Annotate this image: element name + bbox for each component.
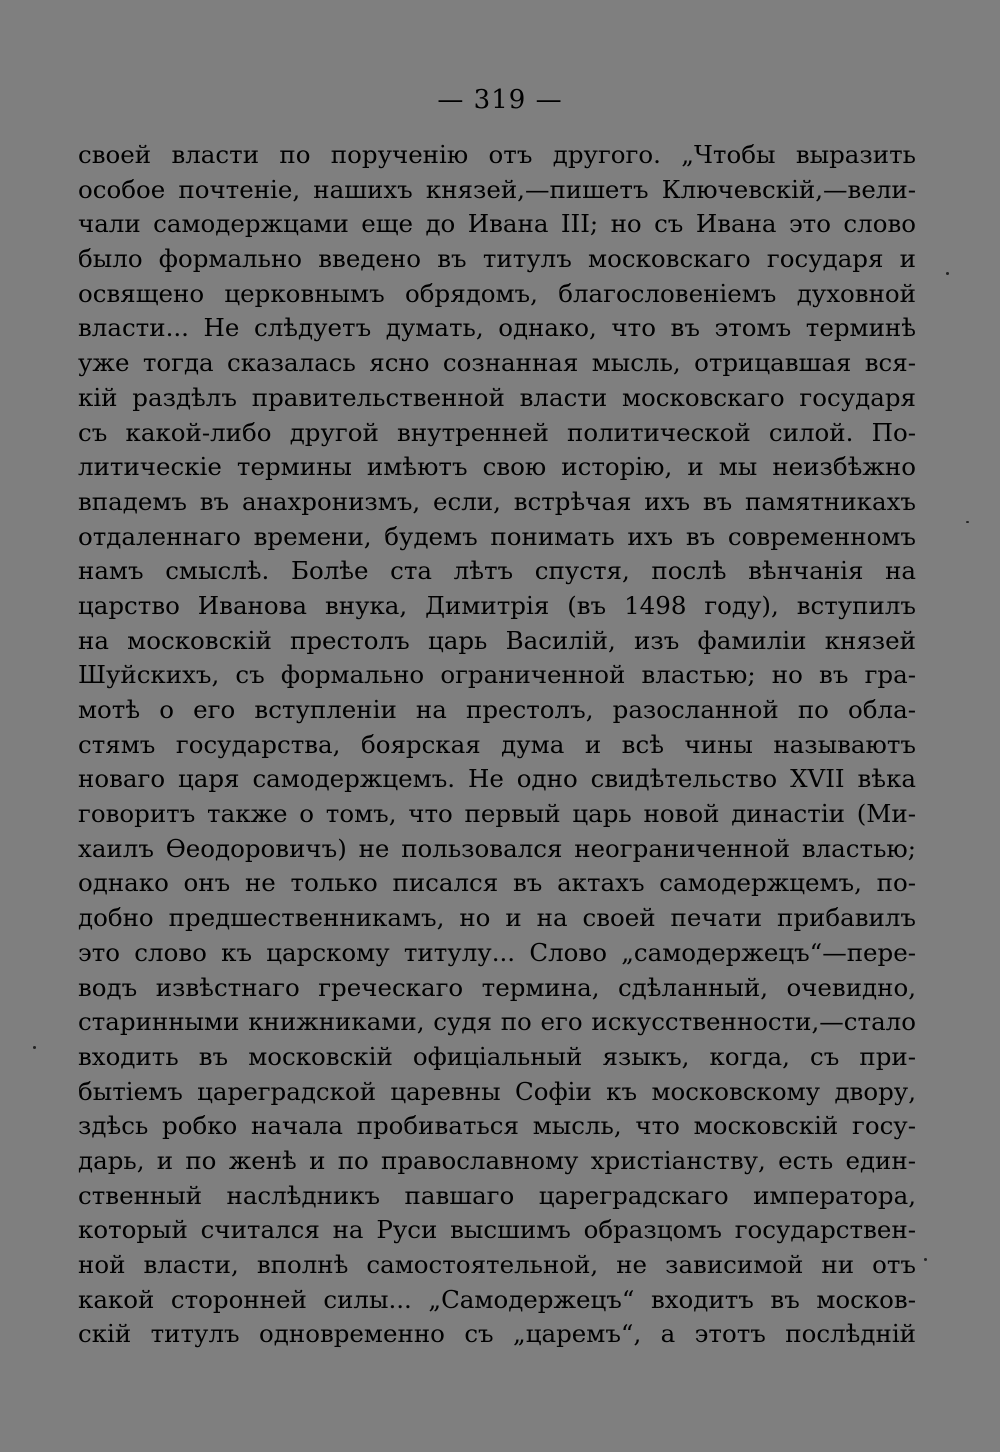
- text-line: какой сторонней силы... „Самодержецъ“ входитъ въ москов-: [78, 1284, 916, 1314]
- text-line: впадемъ въ анахронизмъ, если, встрѣчая ихъ въ памятникахъ: [78, 486, 916, 516]
- page-number: — 319 —: [437, 85, 563, 115]
- text-line: чали самодержцами еще до Ивана III; но съ Ивана это слово: [78, 209, 916, 239]
- scan-speck: [966, 521, 969, 523]
- scan-speck: [924, 1258, 927, 1261]
- text-line: стямъ государства, боярская дума и всѣ чины называютъ: [78, 729, 916, 759]
- text-line: своей власти по порученію отъ другого. „Чтобы выразить: [78, 140, 916, 169]
- text-line: намъ смыслѣ. Болѣе ста лѣтъ спустя, послѣ вѣнчанія на: [78, 556, 916, 586]
- text-line: бытіемъ цареградской царевны Софіи къ московскому двору,: [78, 1076, 916, 1106]
- text-line: добно предшественникамъ, но и на своей печати прибавилъ: [78, 903, 916, 933]
- text-line: входить въ московскій офиціальный языкъ, когда, съ при-: [78, 1041, 916, 1071]
- text-line: говоритъ также о томъ, что первый царь новой династіи (Ми-: [78, 799, 916, 829]
- text-line: было формально введено въ титулъ московскаго государя и: [78, 244, 916, 274]
- text-line: старинными книжниками, судя по его искусственности,—стало: [78, 1007, 916, 1037]
- scan-speck: [946, 272, 949, 275]
- text-line: особое почтеніе, нашихъ князей,—пишетъ Ключевскій,—вели-: [78, 174, 916, 204]
- text-line: новаго царя самодержцемъ. Не одно свидѣтельство XVII вѣка: [78, 764, 916, 794]
- text-line: уже тогда сказалась ясно сознанная мысль, отрицавшая вся-: [78, 348, 916, 378]
- text-line: царство Иванова внука, Димитрія (въ 1498 году), вступилъ: [78, 590, 916, 620]
- text-line: съ какой-либо другой внутренней политической силой. По-: [78, 417, 916, 447]
- text-line: мотѣ о его вступленіи на престолъ, разосланной по обла-: [78, 695, 916, 724]
- text-line: это слово къ царскому титулу... Слово „самодержецъ“—пере-: [78, 937, 916, 967]
- scan-speck: [33, 1046, 36, 1049]
- text-line: скій титулъ одновременно съ „царемъ“, а этотъ послѣдній: [78, 1319, 916, 1349]
- text-line: однако онъ не только писался въ актахъ самодержцемъ, по-: [78, 868, 916, 898]
- text-line: на московскій престолъ царь Василій, изъ фамиліи князей: [78, 625, 916, 655]
- text-line: ственный наслѣдникъ павшаго цареградскаго императора,: [78, 1180, 916, 1210]
- text-line: кій раздѣлъ правительственной власти московскаго государя: [78, 382, 916, 412]
- text-line: Шуйскихъ, съ формально ограниченной властью; но въ гра-: [78, 660, 916, 690]
- text-line: освящено церковнымъ обрядомъ, благословеніемъ духовной: [78, 278, 916, 308]
- body-text: [78, 138, 916, 1352]
- text-line: власти... Не слѣдуетъ думать, однако, что въ этомъ терминѣ: [78, 313, 916, 343]
- text-line: здѣсь робко начала пробиваться мысль, что московскій госу-: [78, 1111, 916, 1141]
- text-line: ной власти, вполнѣ самостоятельной, не зависимой ни отъ: [78, 1250, 916, 1279]
- text-line: дарь, и по женѣ и по православному христіанству, есть един-: [78, 1145, 916, 1175]
- text-line: литическіе термины имѣютъ свою исторію, и мы неизбѣжно: [78, 452, 916, 482]
- text-line: хаилъ Ѳеодоровичъ) не пользовался неограниченной властью;: [78, 833, 916, 863]
- text-line: отдаленнаго времени, будемъ понимать ихъ въ современномъ: [78, 521, 916, 551]
- text-line: водъ извѣстнаго греческаго термина, сдѣланный, очевидно,: [78, 972, 916, 1002]
- text-line: который считался на Руси высшимъ образцомъ государствен-: [78, 1215, 916, 1245]
